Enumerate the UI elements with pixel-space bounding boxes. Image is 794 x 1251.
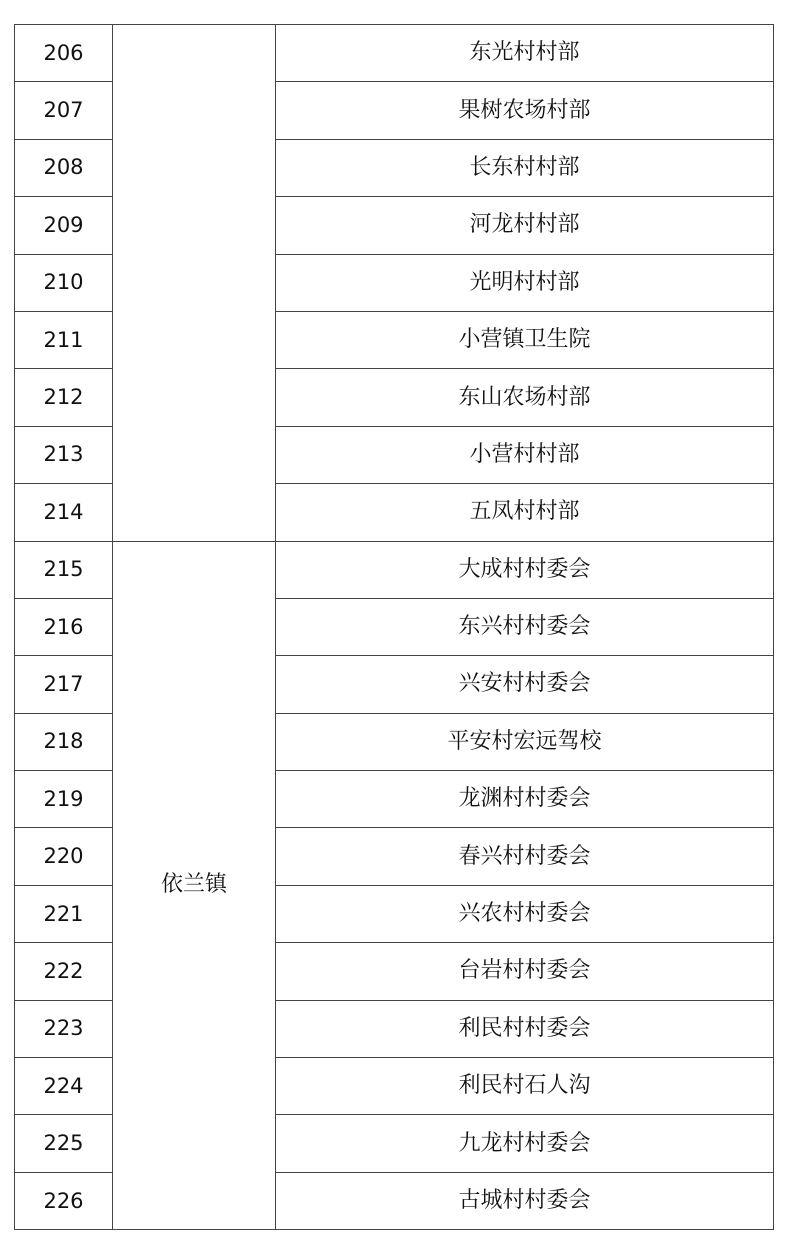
site-name-cell: 小营村村部 <box>276 426 774 483</box>
row-number-cell: 226 <box>15 1172 113 1229</box>
row-number-cell: 222 <box>15 943 113 1000</box>
site-list-table <box>14 24 774 1230</box>
table-row <box>15 541 774 598</box>
row-number-cell: 223 <box>15 1000 113 1057</box>
row-number-cell: 212 <box>15 369 113 426</box>
site-name-cell: 东兴村村委会 <box>276 598 774 655</box>
site-name-cell: 平安村宏远驾校 <box>276 713 774 770</box>
row-number-cell: 211 <box>15 311 113 368</box>
row-number-cell: 214 <box>15 484 113 541</box>
site-name-cell: 古城村村委会 <box>276 1172 774 1229</box>
site-name-cell: 利民村石人沟 <box>276 1058 774 1115</box>
site-name-cell: 大成村村委会 <box>276 541 774 598</box>
row-number-cell: 219 <box>15 771 113 828</box>
site-name-cell: 龙渊村村委会 <box>276 771 774 828</box>
site-name-cell: 五凤村村部 <box>276 484 774 541</box>
table-body <box>15 25 774 1230</box>
town-cell: 依兰镇 <box>113 541 276 1230</box>
row-number-cell: 225 <box>15 1115 113 1172</box>
site-name-cell: 长东村村部 <box>276 139 774 196</box>
row-number-cell: 206 <box>15 25 113 82</box>
site-name-cell: 兴农村村委会 <box>276 885 774 942</box>
site-name-cell: 春兴村村委会 <box>276 828 774 885</box>
site-name-cell: 光明村村部 <box>276 254 774 311</box>
row-number-cell: 208 <box>15 139 113 196</box>
site-name-cell: 东光村村部 <box>276 25 774 82</box>
row-number-cell: 224 <box>15 1058 113 1115</box>
row-number-cell: 215 <box>15 541 113 598</box>
site-name-cell: 台岩村村委会 <box>276 943 774 1000</box>
site-name-cell: 东山农场村部 <box>276 369 774 426</box>
row-number-cell: 207 <box>15 82 113 139</box>
row-number-cell: 213 <box>15 426 113 483</box>
row-number-cell: 210 <box>15 254 113 311</box>
site-name-cell: 河龙村村部 <box>276 197 774 254</box>
site-name-cell: 九龙村村委会 <box>276 1115 774 1172</box>
row-number-cell: 216 <box>15 598 113 655</box>
site-name-cell: 兴安村村委会 <box>276 656 774 713</box>
site-name-cell: 利民村村委会 <box>276 1000 774 1057</box>
row-number-cell: 218 <box>15 713 113 770</box>
row-number-cell: 217 <box>15 656 113 713</box>
site-name-cell: 小营镇卫生院 <box>276 311 774 368</box>
row-number-cell: 209 <box>15 197 113 254</box>
site-name-cell: 果树农场村部 <box>276 82 774 139</box>
row-number-cell: 221 <box>15 885 113 942</box>
row-number-cell: 220 <box>15 828 113 885</box>
document-table-container <box>14 24 773 1230</box>
table-row <box>15 25 774 82</box>
town-cell <box>113 25 276 542</box>
